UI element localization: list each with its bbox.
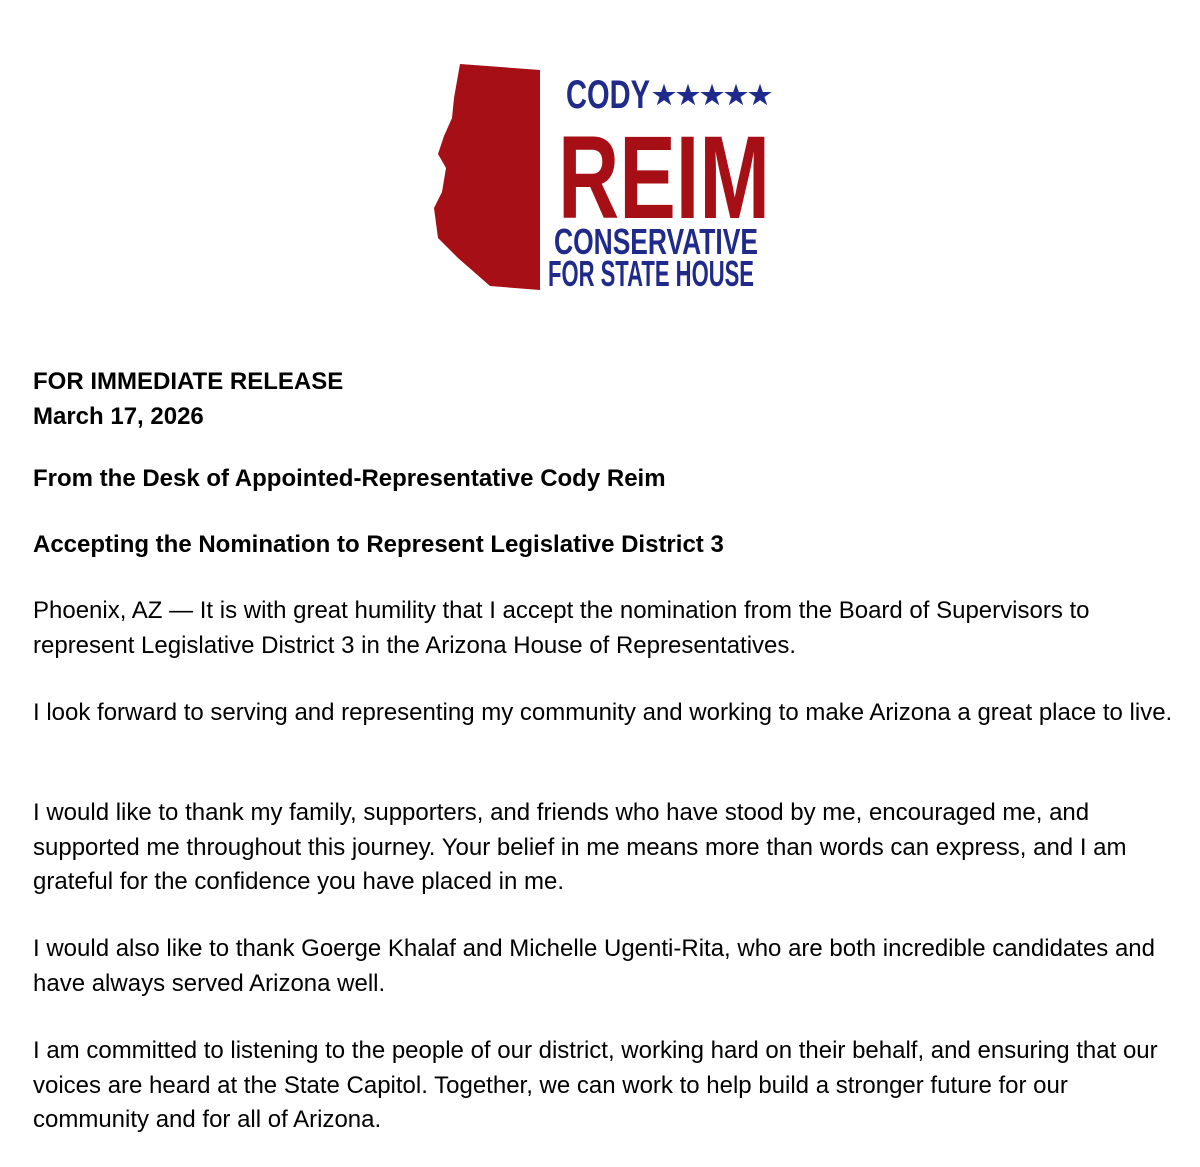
paragraph-3: I would like to thank my family, supporters, and friends who have stood by me, encouraged me, and supported me throughout this journey. Your belief in me means more than words can express, and I am grateful for the confidence you have placed in me. xyxy=(33,799,1127,895)
headline: Accepting the Nomination to Represent Legislative District 3 xyxy=(33,531,724,558)
press-release-body xyxy=(33,364,1183,1133)
campaign-logo xyxy=(430,58,780,298)
logo-last-name: REIM xyxy=(558,112,770,244)
release-date: March 17, 2026 xyxy=(33,403,204,430)
logo-tagline-line1: CONSERVATIVE xyxy=(554,221,758,262)
paragraph-1: Phoenix, AZ — It is with great humility that I accept the nomination from the Board of Supervisors to represent Legislative District 3 in the Arizona House of Representatives. xyxy=(33,597,1090,659)
logo-tagline-line2: FOR STATE HOUSE xyxy=(548,253,754,294)
paragraph-4: I would also like to thank Goerge Khalaf and Michelle Ugenti-Rita, who are both incredible candidates and have always served Arizona well. xyxy=(33,935,1155,997)
logo-stars: ★★★★★ xyxy=(652,80,773,110)
arizona-shape-icon xyxy=(434,64,540,290)
release-label: FOR IMMEDIATE RELEASE xyxy=(33,368,344,395)
paragraph-2: I look forward to serving and representing my community and working to make Arizona a great place to live. xyxy=(33,699,1173,726)
logo-graphic xyxy=(430,58,780,298)
logo-first-name: CODY xyxy=(566,73,651,117)
desk-line: From the Desk of Appointed-Representative Cody Reim xyxy=(33,465,666,492)
paragraph-5: I am committed to listening to the people of our district, working hard on their behalf, and ensuring that our voices are heard at the State Capitol. Together, we can work to help build a stronger future for our community and for all of Arizona. xyxy=(33,1037,1158,1133)
